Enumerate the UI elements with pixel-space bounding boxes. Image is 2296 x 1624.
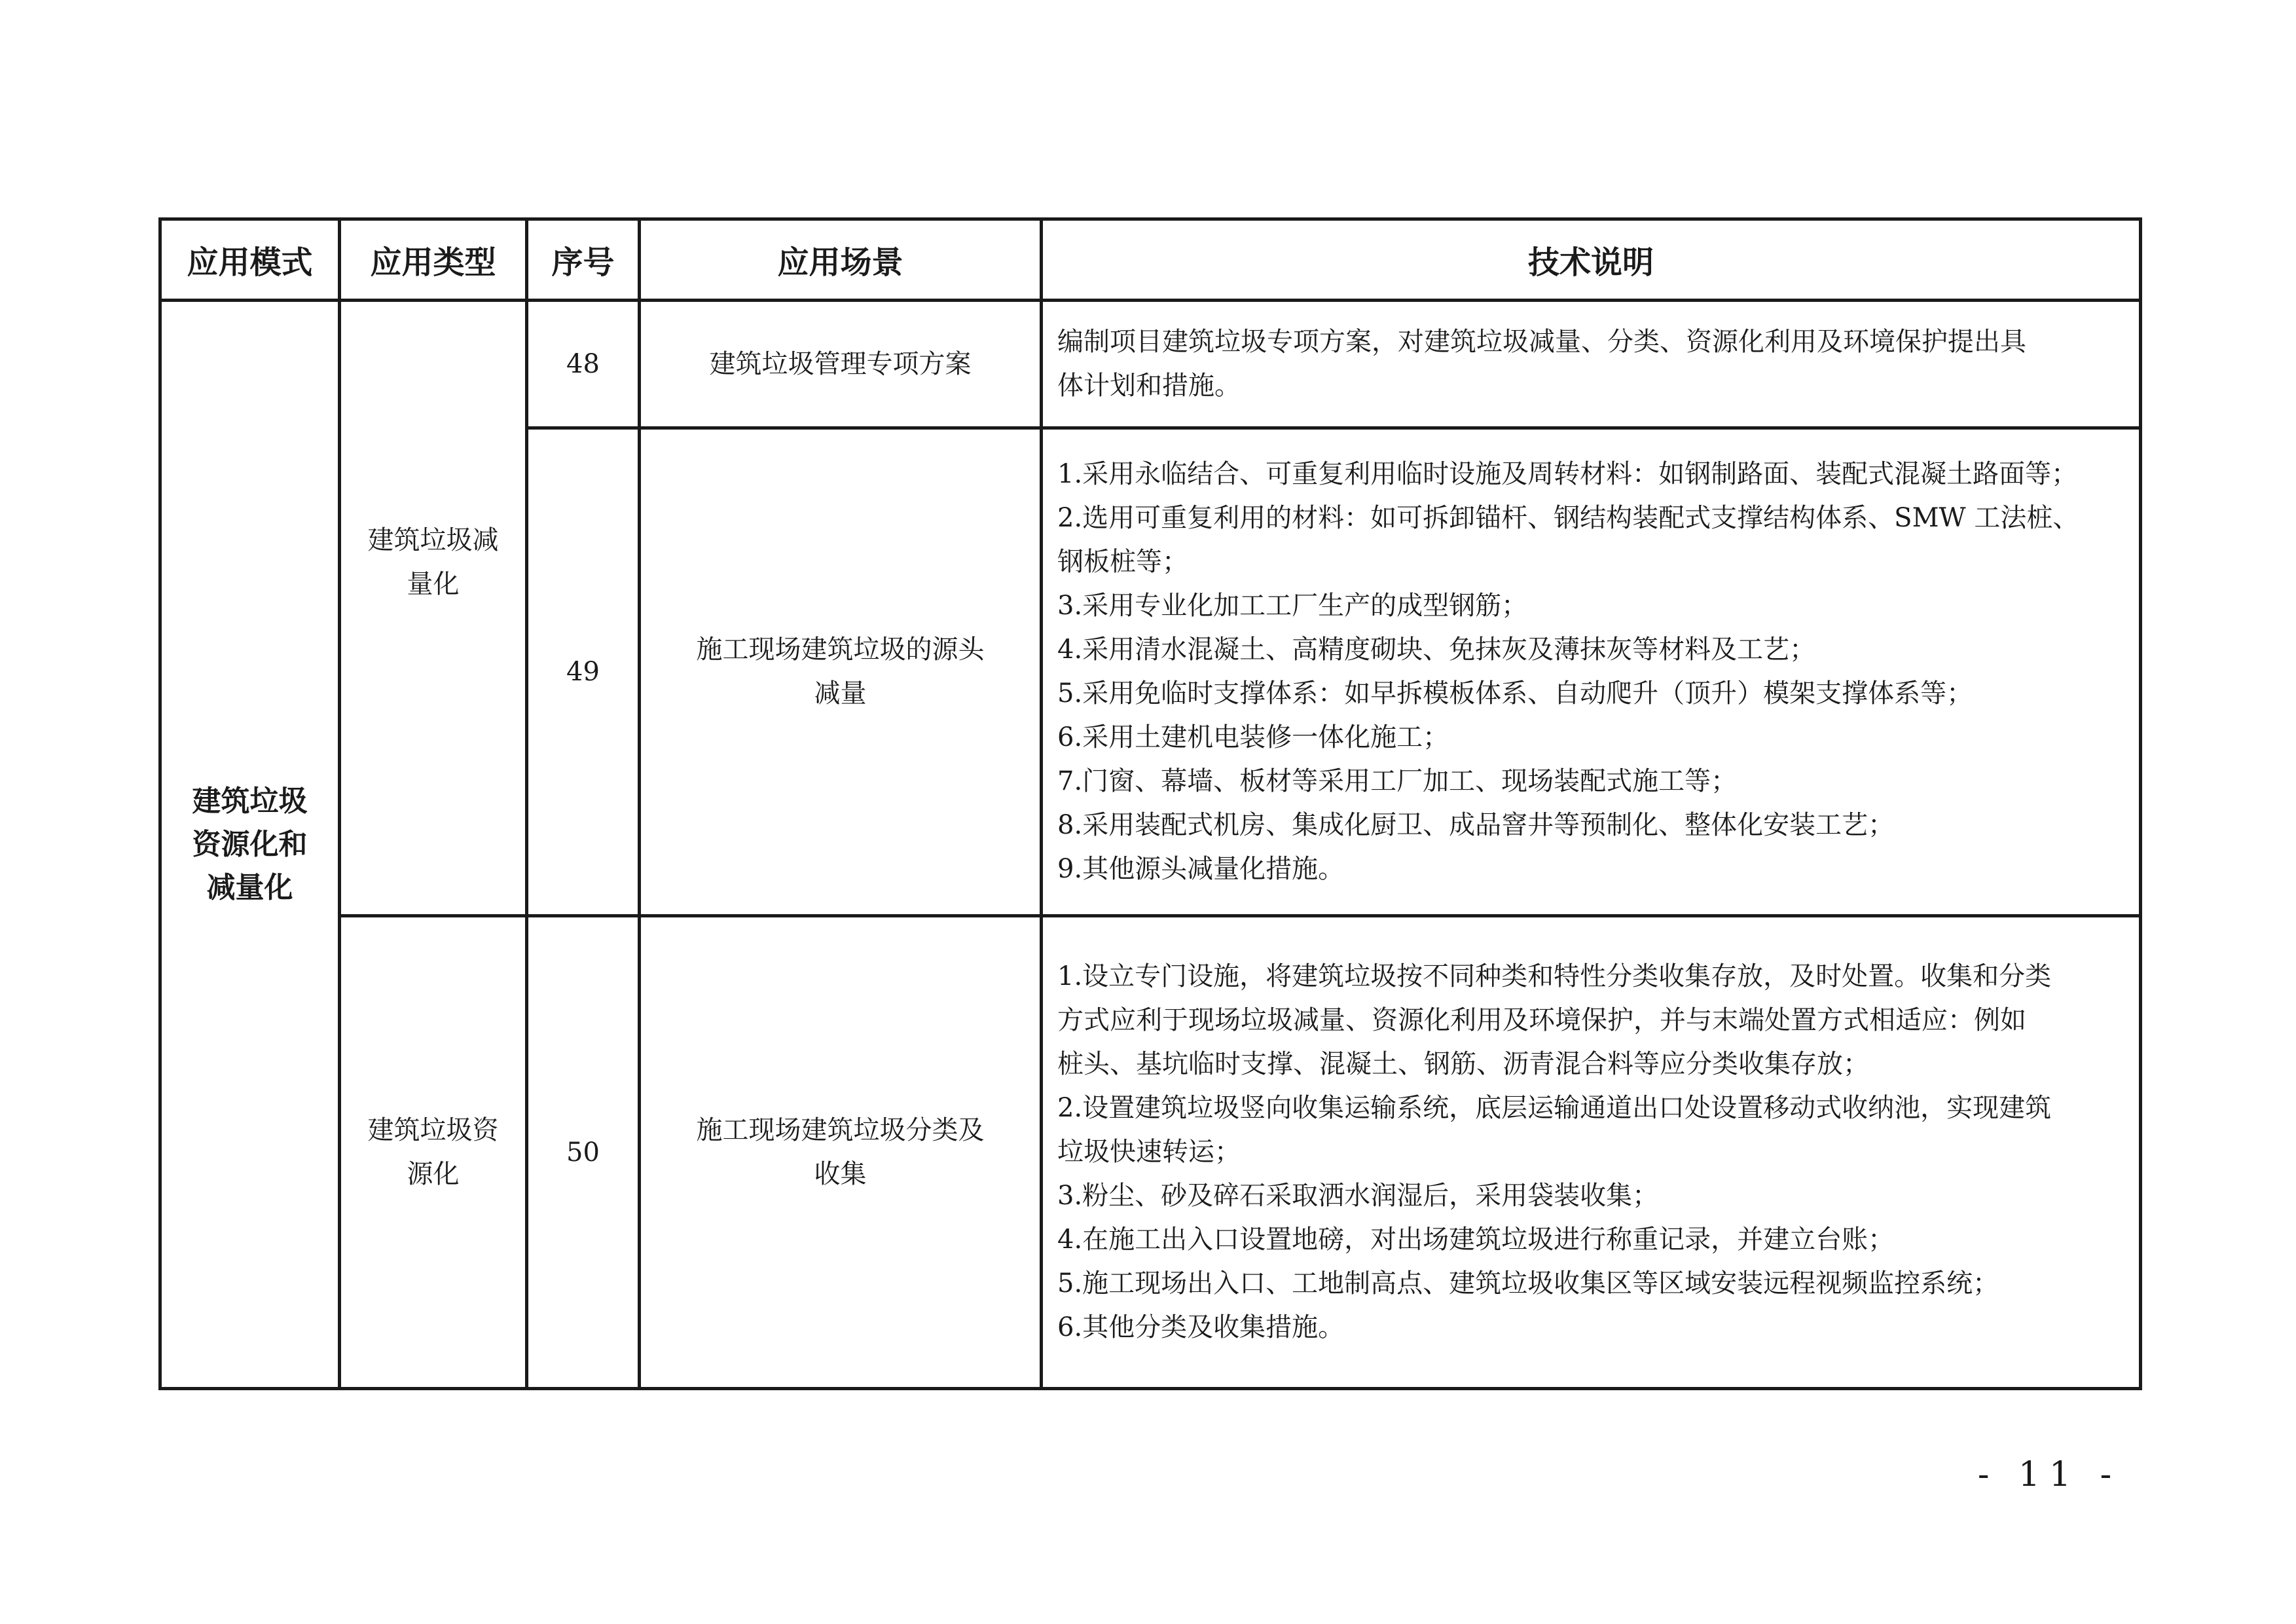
serial-number-48: 48	[527, 301, 640, 428]
description-line: 3.粉尘、砂及碎石采取洒水润湿后，采用袋装收集；	[1057, 1181, 1659, 1211]
mode-line: 建筑垃圾	[192, 784, 308, 818]
technology-table	[158, 217, 2142, 1390]
serial-number-49: 49	[527, 428, 640, 916]
description-line: 8.采用装配式机房、集成化厨卫、成品窨井等预制化、整体化安装工艺；	[1057, 810, 1895, 840]
type-line: 建筑垃圾减	[367, 525, 499, 555]
mode-line: 减量化	[206, 870, 293, 904]
description-line: 编制项目建筑垃圾专项方案，对建筑垃圾减量、分类、资源化利用及环境保护提出具	[1057, 327, 2026, 357]
header-application-type: 应用类型	[340, 219, 527, 301]
serial-number-50: 50	[527, 916, 640, 1389]
description-cell-49	[1042, 428, 2141, 916]
scene-cell-49	[640, 428, 1042, 916]
table-row	[160, 301, 2141, 428]
type-line: 量化	[407, 568, 460, 599]
scene-line: 减量	[814, 678, 867, 709]
description-line: 1.设立专门设施，将建筑垃圾按不同种类和特性分类收集存放，及时处置。收集和分类	[1057, 961, 2052, 991]
type-line: 源化	[407, 1158, 460, 1189]
description-line: 2.设置建筑垃圾竖向收集运输系统，底层运输通道出口处设置移动式收纳池，实现建筑	[1057, 1093, 2052, 1123]
description-line: 7.门窗、幕墙、板材等采用工厂加工、现场装配式施工等；	[1057, 766, 1738, 796]
header-serial-number: 序号	[527, 219, 640, 301]
mode-line: 资源化和	[192, 827, 308, 861]
description-line: 9.其他源头减量化措施。	[1057, 854, 1345, 884]
description-line: 垃圾快速转运；	[1057, 1137, 1241, 1167]
description-line: 体计划和措施。	[1057, 371, 1241, 401]
description-line: 5.施工现场出入口、工地制高点、建筑垃圾收集区等区域安装远程视频监控系统；	[1057, 1268, 1999, 1299]
description-line: 方式应利于现场垃圾减量、资源化利用及环境保护，并与末端处置方式相适应：例如	[1057, 1005, 2026, 1035]
table-row	[160, 916, 2141, 1389]
application-mode-cell	[160, 301, 340, 1389]
header-application-mode: 应用模式	[160, 219, 340, 301]
description-line: 2.选用可重复利用的材料：如可拆卸锚杆、钢结构装配式支撑结构体系、SMW 工法桩、	[1057, 503, 2079, 533]
description-line: 钢板桩等；	[1057, 547, 1188, 577]
description-line: 桩头、基坑临时支撑、混凝土、钢筋、沥青混合料等应分类收集存放；	[1057, 1049, 1869, 1079]
table-header-row	[160, 219, 2141, 301]
scene-line: 建筑垃圾管理专项方案	[709, 348, 972, 379]
application-type-reduction-cell	[340, 301, 527, 916]
description-cell-48	[1042, 301, 2141, 428]
description-line: 6.采用土建机电装修一体化施工；	[1057, 722, 1449, 752]
scene-cell-48	[640, 301, 1042, 428]
type-line: 建筑垃圾资	[367, 1115, 499, 1145]
scene-line: 施工现场建筑垃圾分类及	[696, 1115, 985, 1145]
application-type-resource-cell	[340, 916, 527, 1389]
header-technical-description: 技术说明	[1042, 219, 2141, 301]
description-line: 5.采用免临时支撑体系：如早拆模板体系、自动爬升（顶升）模架支撑体系等；	[1057, 678, 1973, 709]
description-cell-50	[1042, 916, 2141, 1389]
description-line: 1.采用永临结合、可重复利用临时设施及周转材料：如钢制路面、装配式混凝土路面等；	[1057, 459, 2078, 489]
page-number: - 11 -	[1977, 1455, 2121, 1494]
scene-line: 施工现场建筑垃圾的源头	[696, 635, 985, 665]
scene-line: 收集	[814, 1158, 867, 1189]
description-line: 6.其他分类及收集措施。	[1057, 1312, 1345, 1342]
description-line: 4.在施工出入口设置地磅，对出场建筑垃圾进行称重记录，并建立台账；	[1057, 1225, 1895, 1255]
header-application-scene: 应用场景	[640, 219, 1042, 301]
scene-cell-50	[640, 916, 1042, 1389]
description-line: 3.采用专业化加工工厂生产的成型钢筋；	[1057, 591, 1528, 621]
description-line: 4.采用清水混凝土、高精度砌块、免抹灰及薄抹灰等材料及工艺；	[1057, 635, 1816, 665]
